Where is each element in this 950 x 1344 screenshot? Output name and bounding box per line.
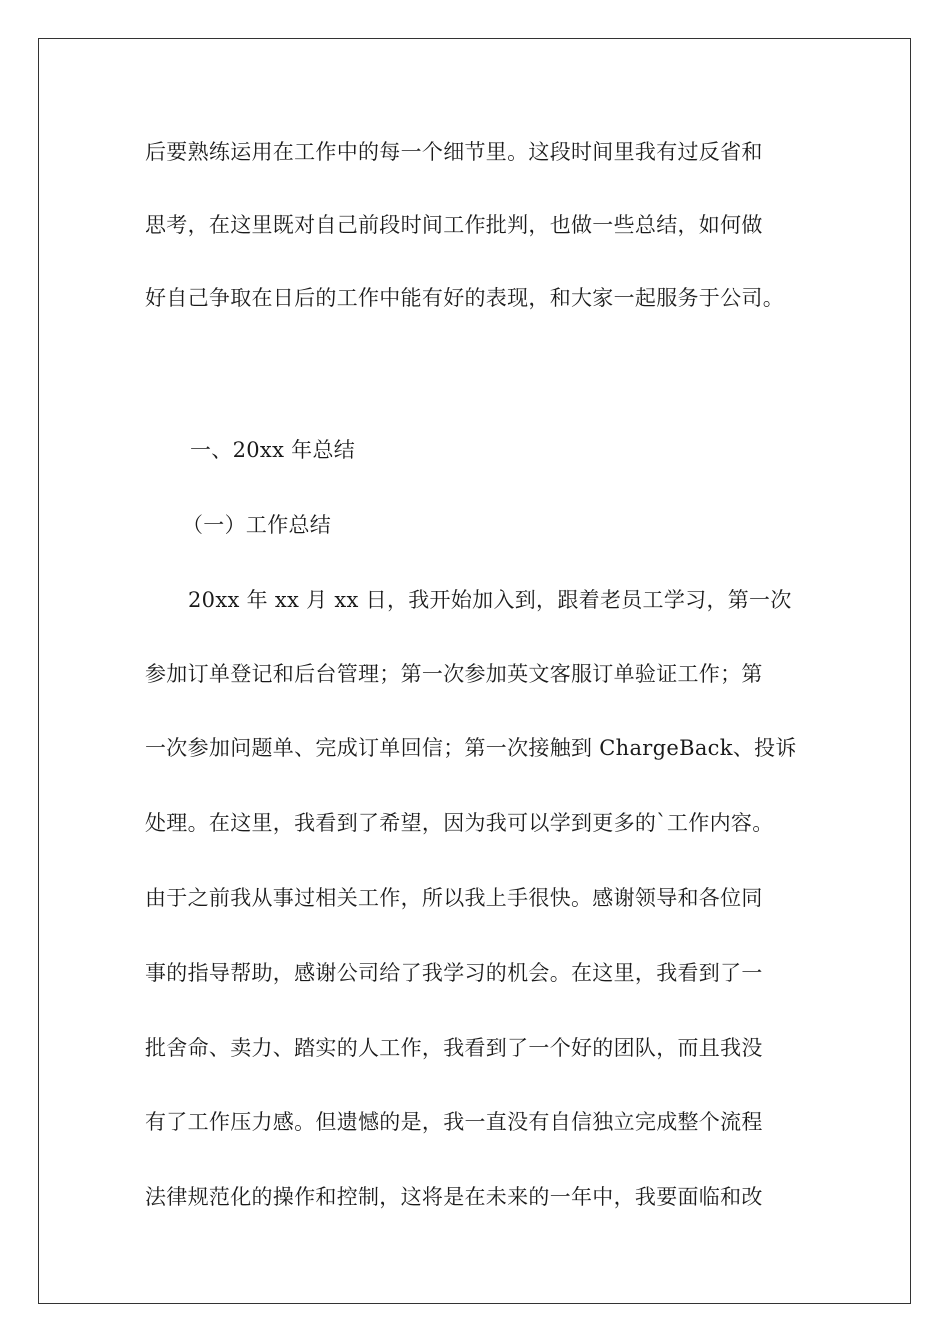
body-line-4: 处理。在这里，我看到了希望，因为我可以学到更多的`工作内容。 bbox=[145, 811, 774, 835]
subsection-heading: （一）工作总结 bbox=[182, 513, 332, 537]
body-line-8: 有了工作压力感。但遗憾的是，我一直没有自信独立完成整个流程 bbox=[145, 1110, 763, 1134]
body-line-5: 由于之前我从事过相关工作，所以我上手很快。感谢领导和各位同 bbox=[145, 886, 763, 910]
body-line-7: 批舍命、卖力、踏实的人工作，我看到了一个好的团队，而且我没 bbox=[145, 1036, 763, 1060]
intro-line-3: 好自己争取在日后的工作中能有好的表现，和大家一起服务于公司。 bbox=[145, 286, 784, 310]
section-heading: 一、20xx 年总结 bbox=[190, 438, 356, 462]
intro-line-2: 思考，在这里既对自己前段时间工作批判，也做一些总结，如何做 bbox=[145, 213, 763, 237]
body-line-9: 法律规范化的操作和控制，这将是在未来的一年中，我要面临和改 bbox=[145, 1185, 763, 1209]
body-line-1: 20xx 年 xx 月 xx 日，我开始加入到，跟着老员工学习，第一次 bbox=[188, 588, 792, 612]
body-line-6: 事的指导帮助，感谢公司给了我学习的机会。在这里，我看到了一 bbox=[145, 961, 763, 985]
body-line-2: 参加订单登记和后台管理；第一次参加英文客服订单验证工作；第 bbox=[145, 662, 763, 686]
body-line-3: 一次参加问题单、完成订单回信；第一次接触到 ChargeBack、投诉 bbox=[145, 736, 797, 760]
intro-line-1: 后要熟练运用在工作中的每一个细节里。这段时间里我有过反省和 bbox=[145, 140, 763, 164]
